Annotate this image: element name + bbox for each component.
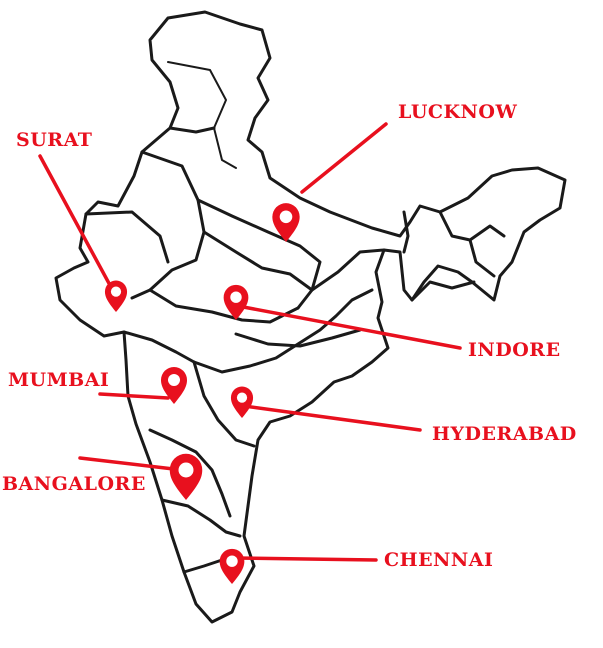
city-label-bangalore: BANGALORE [2,473,146,495]
city-label-surat: SURAT [16,129,93,151]
leader-line-bangalore [80,458,182,470]
map-pin-icon-bangalore[interactable] [170,454,203,500]
leader-line-chennai [234,558,376,560]
leader-line-surat [40,156,118,300]
map-pin-icon-chennai[interactable] [220,549,245,584]
map-pin-icon-hyderabad[interactable] [231,387,253,418]
city-label-chennai: CHENNAI [384,549,494,571]
city-label-mumbai: MUMBAI [8,369,110,391]
leader-line-indore [238,306,460,348]
map-pin-icon-surat[interactable] [105,281,127,312]
leader-line-hyderabad [244,406,420,430]
leader-line-lucknow [302,124,386,192]
leader-line-mumbai [100,394,168,398]
city-labels [2,101,577,571]
city-label-hyderabad: HYDERABAD [432,423,577,445]
city-label-lucknow: LUCKNOW [398,101,518,123]
city-label-indore: INDORE [468,339,561,361]
